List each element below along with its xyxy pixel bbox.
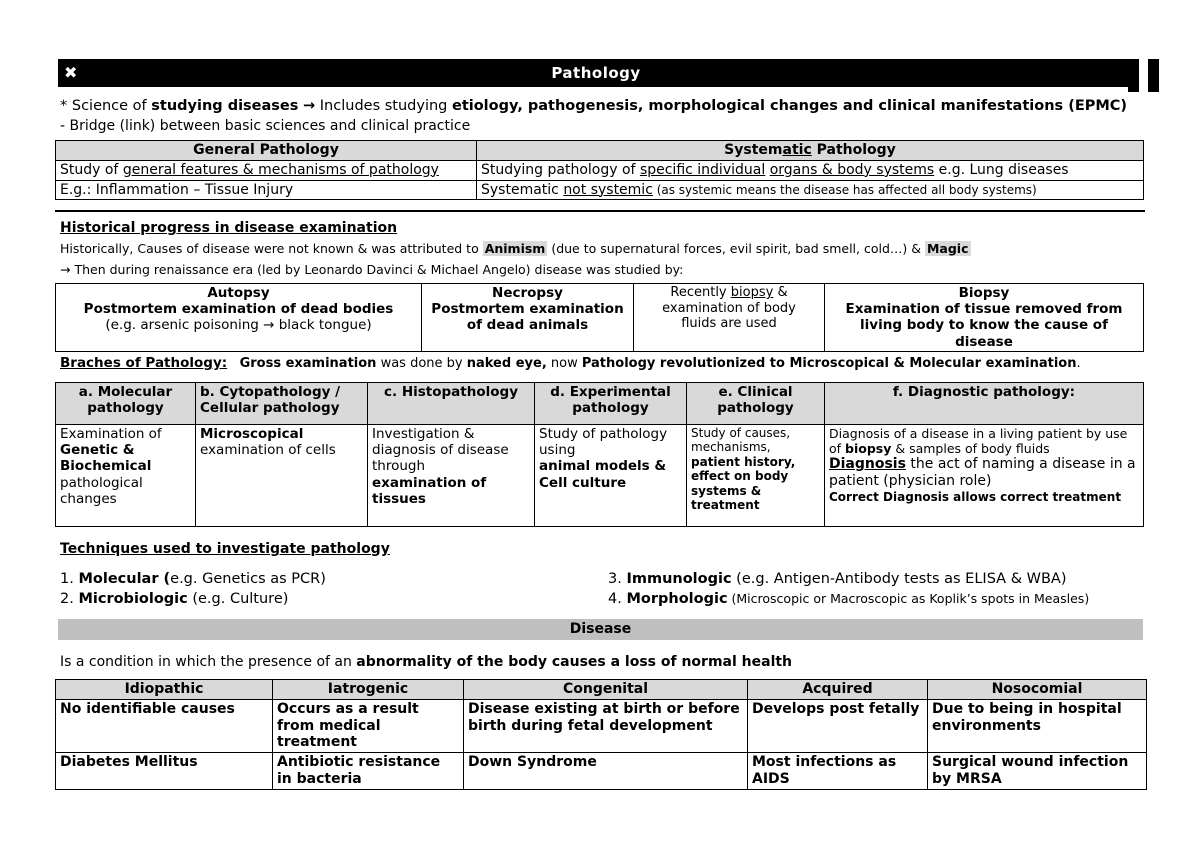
histopathology-desc: Investigation & diagnosis of disease through examination of tissues [368,425,535,527]
table-cell: Antibiotic resistance in bacteria [273,753,464,790]
divider [55,210,1145,212]
intro-line-2: - Bridge (link) between basic sciences and clinical practice [60,118,471,134]
history-line-1: Historically, Causes of disease were not known & was attributed to Animism (due to supernatural forces, evil spirit, bad smell, cold…) & Magic [60,241,969,256]
molecular-header: a. Molecular pathology [56,383,196,425]
cytopathology-desc: Microscopical examination of cells [196,425,368,527]
general-header: General Pathology [56,141,477,161]
diagnostic-header: f. Diagnostic pathology: [825,383,1144,425]
intro-bold: studying diseases [151,98,299,114]
experimental-header: d. Experimental pathology [535,383,687,425]
congenital-header: Congenital [464,680,748,700]
page-title: Pathology [551,64,641,82]
disease-heading: Disease [569,621,632,637]
technique-2: 2. Microbiologic (e.g. Culture) [60,591,289,607]
table-cell: Down Syndrome [464,753,748,790]
general-example: E.g.: Inflammation – Tissue Injury [56,180,477,200]
title-bar [58,59,1134,87]
branches-line: Braches of Pathology: Gross examination was done by naked eye, now Pathology revolutionized to Microscopical & Molecular examination. [60,355,1081,371]
intro-bold: etiology, pathogenesis, morphological changes and clinical manifestations (EPMC) [451,98,1128,114]
idiopathic-header: Idiopathic [56,680,273,700]
diagnostic-desc: Diagnosis of a disease in a living patient by use of biopsy & samples of body fluids Diagnosis the act of naming a disease in a patient (physician role) Correct Diagnosis allows correct treatment [825,425,1144,527]
technique-4: 4. Morphologic (Microscopic or Macroscopic as Koplik’s spots in Measles) [608,591,1090,607]
technique-1: 1. Molecular (e.g. Genetics as PCR) [60,571,326,587]
autopsy-cell: Autopsy Postmortem examination of dead bodies (e.g. arsenic poisoning → black tongue) [56,284,422,352]
arrow-icon: → [303,98,316,114]
systematic-header: Systematic Pathology [477,141,1144,161]
clinical-desc: Study of causes, mechanisms, patient history, effect on body systems & treatment [687,425,825,527]
systematic-note: Systematic not systemic (as systemic means the disease has affected all body systems) [477,180,1144,200]
nosocomial-header: Nosocomial [928,680,1147,700]
histopathology-header: c. Histopathology [368,383,535,425]
decorative-bar [1128,59,1139,92]
decorative-bar [1148,59,1159,92]
experimental-desc: Study of pathology using animal models & Cell culture [535,425,687,527]
clinical-header: e. Clinical pathology [687,383,825,425]
systematic-desc: Studying pathology of specific individual organs & body systems e.g. Lung diseases [477,160,1144,180]
biopsy-cell: Biopsy Examination of tissue removed from living body to know the cause of disease [825,284,1144,352]
table-cell: Disease existing at birth or before birth during fetal development [464,699,748,752]
history-heading: Historical progress in disease examination [60,220,398,236]
acquired-header: Acquired [748,680,928,700]
techniques-heading: Techniques used to investigate pathology [60,541,390,557]
exam-methods-table [55,283,1144,352]
cytopathology-header: b. Cytopathology / Cellular pathology [196,383,368,425]
table-cell: No identifiable causes [56,699,273,752]
branches-table [55,382,1144,527]
general-systematic-table [55,140,1144,200]
disease-definition: Is a condition in which the presence of an abnormality of the body causes a loss of normal health [60,654,793,670]
cross-icon: ✖ [64,63,78,82]
disease-types-table [55,679,1147,790]
general-desc: Study of general features & mechanisms of pathology [56,160,477,180]
table-cell: Most infections as AIDS [748,753,928,790]
necropsy-cell: Necropsy Postmortem examination of dead animals [422,284,634,352]
history-line-2: → Then during renaissance era (led by Leonardo Davinci & Michael Angelo) disease was studied by: [60,262,684,277]
intro-text: Includes studying [315,98,452,114]
molecular-desc: Examination of Genetic & Biochemical pathological changes [56,425,196,527]
technique-3: 3. Immunologic (e.g. Antigen-Antibody tests as ELISA & WBA) [608,571,1067,587]
disease-band [58,619,1143,640]
iatrogenic-header: Iatrogenic [273,680,464,700]
table-cell: Occurs as a result from medical treatment [273,699,464,752]
recent-cell: Recently biopsy & examination of body fluids are used [634,284,825,352]
intro-text: * Science of [60,98,152,114]
table-cell: Develops post fetally [748,699,928,752]
table-cell: Surgical wound infection by MRSA [928,753,1147,790]
table-cell: Due to being in hospital environments [928,699,1147,752]
table-cell: Diabetes Mellitus [56,753,273,790]
intro-line-1 [60,98,1127,114]
